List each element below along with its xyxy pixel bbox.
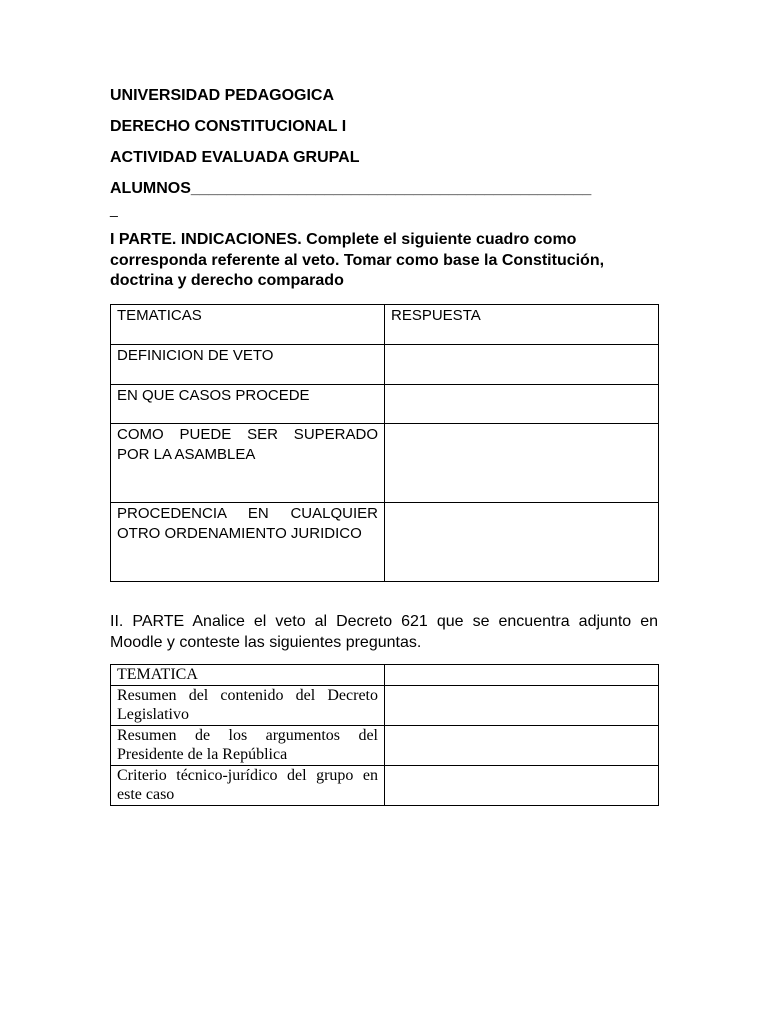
answer-cell[interactable]: [385, 765, 659, 805]
part2-instructions: II. PARTE Analice el veto al Decreto 621 que se encuentra adjunto en Moodle y conteste las siguientes preguntas.: [110, 613, 658, 651]
table-row: [111, 424, 659, 503]
answer-cell[interactable]: [385, 665, 659, 686]
answer-cell[interactable]: [385, 424, 659, 503]
university-title: UNIVERSIDAD PEDAGOGICA: [110, 87, 335, 104]
column-header-tematicas: TEMATICAS: [111, 305, 385, 345]
table-row: [111, 725, 659, 765]
table-row: [111, 503, 659, 582]
table-header-row: [111, 305, 659, 345]
table-row: [111, 685, 659, 725]
answer-cell[interactable]: [385, 385, 659, 424]
table-row: [111, 385, 659, 424]
part1-instructions: I PARTE. INDICACIONES. Complete el siguiente cuadro como corresponda referente al veto. Tomar como base la Constitución, doctrina y derecho comparado: [110, 231, 605, 289]
topic-cell: Resumen del contenido del Decreto Legislativo: [111, 685, 385, 725]
students-line: ALUMNOS_____________________________________________: [110, 180, 592, 197]
students-line-continuation: _: [110, 201, 118, 217]
table-header-row: [111, 665, 659, 686]
decree-table: [110, 664, 659, 806]
veto-table: [110, 304, 659, 582]
column-header-respuesta: RESPUESTA: [385, 305, 659, 345]
topic-cell: Resumen de los argumentos del Presidente de la República: [111, 725, 385, 765]
table-row: [111, 765, 659, 805]
topic-cell: Criterio técnico-jurídico del grupo en este caso: [111, 765, 385, 805]
answer-cell[interactable]: [385, 345, 659, 385]
course-title: DERECHO CONSTITUCIONAL I: [110, 118, 347, 135]
topic-cell: COMO PUEDE SER SUPERADO POR LA ASAMBLEA: [111, 424, 385, 503]
topic-cell: DEFINICION DE VETO: [111, 345, 385, 385]
column-header-tematica: TEMATICA: [111, 665, 385, 686]
answer-cell[interactable]: [385, 685, 659, 725]
answer-cell[interactable]: [385, 725, 659, 765]
topic-cell: PROCEDENCIA EN CUALQUIER OTRO ORDENAMIENTO JURIDICO: [111, 503, 385, 582]
table-row: [111, 345, 659, 385]
answer-cell[interactable]: [385, 503, 659, 582]
activity-title: ACTIVIDAD EVALUADA GRUPAL: [110, 149, 360, 166]
topic-cell: EN QUE CASOS PROCEDE: [111, 385, 385, 424]
